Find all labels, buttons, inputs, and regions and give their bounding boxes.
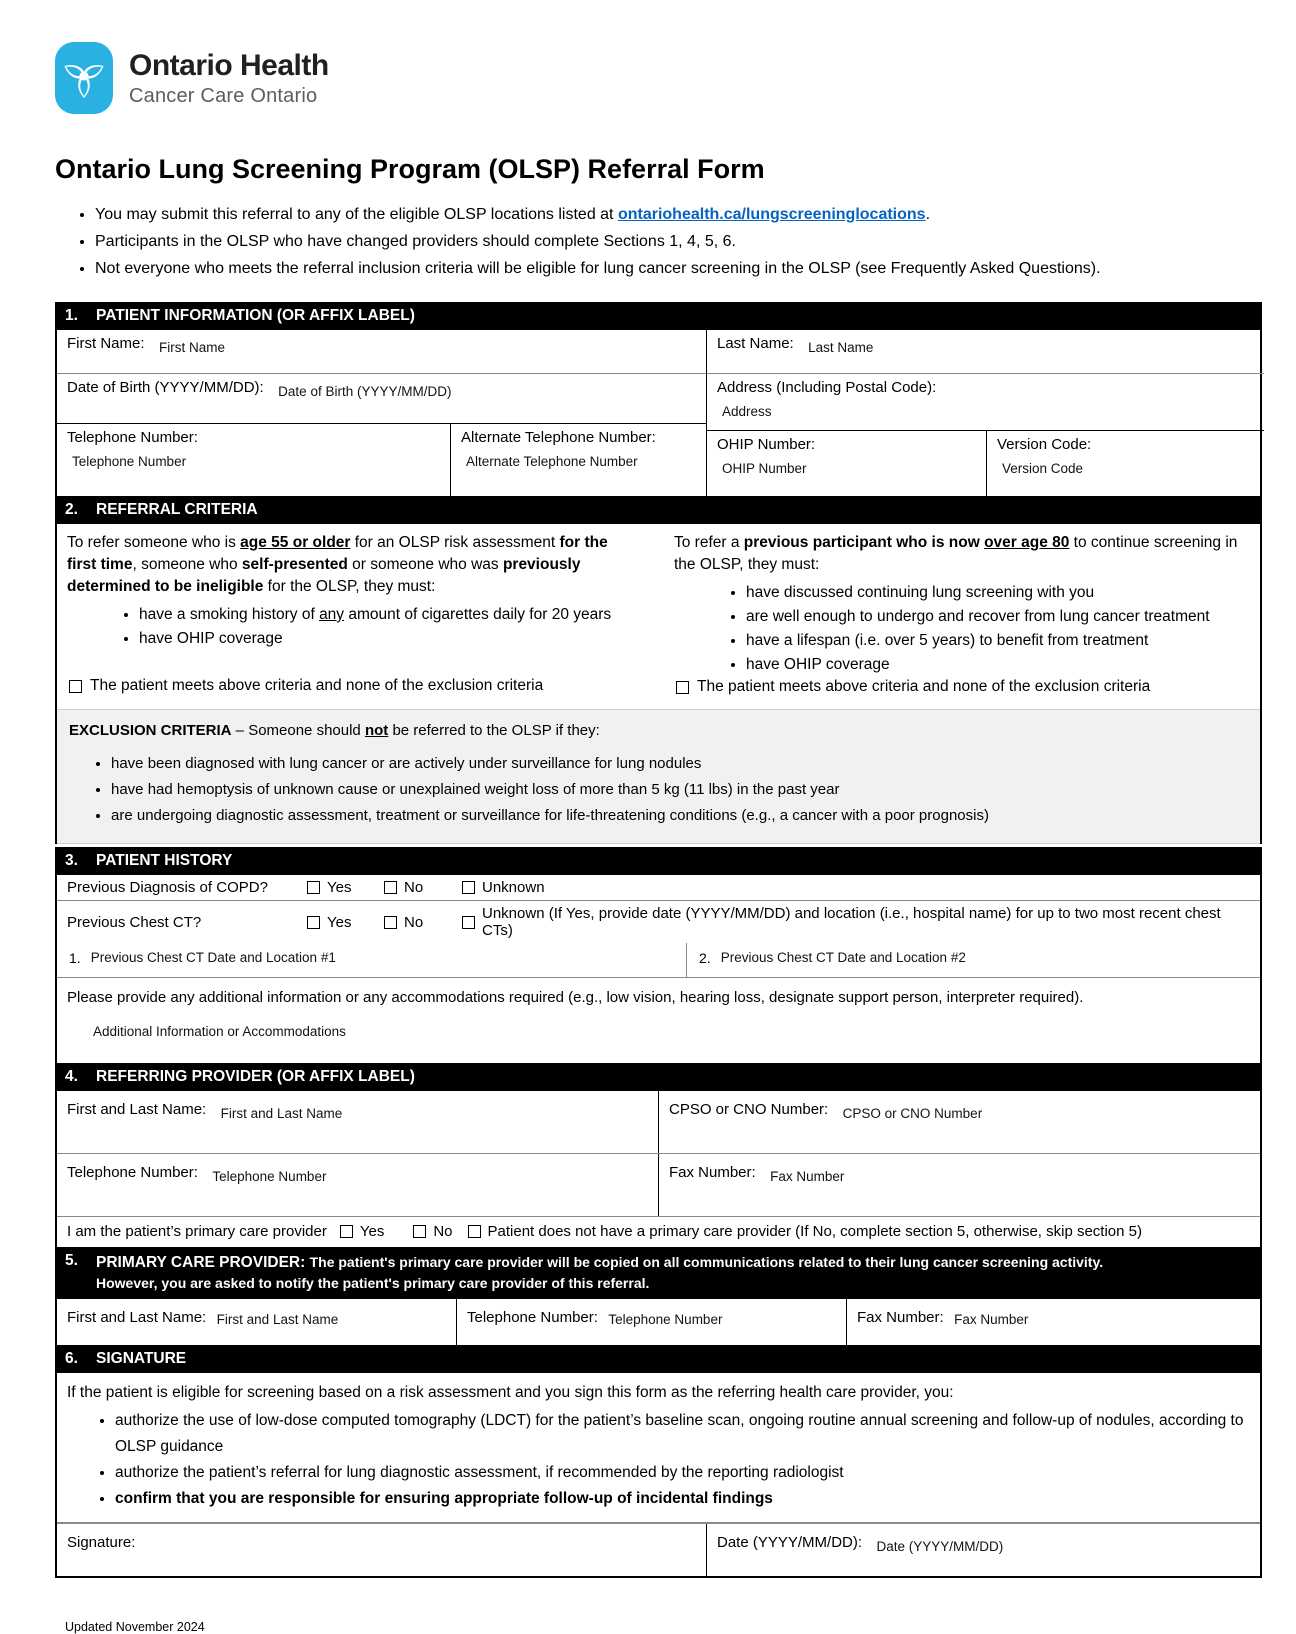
address-label: Address (Including Postal Code): — [717, 379, 937, 396]
section-2-body — [55, 524, 1262, 844]
copd-label: Previous Diagnosis of COPD? — [67, 879, 268, 896]
section-4-table — [55, 1091, 1262, 1247]
telephone-cell — [57, 424, 451, 496]
authorize-ldct: • authorize the use of low-dose computed tomography (LDCT) for the patient’s baseline scan, ongoing routine annual screening and follow-up of nodules, according to OLSP guidance — [115, 1408, 1250, 1460]
pcp-name-cell — [57, 1299, 457, 1345]
chest-ct-yes-checkbox[interactable] — [307, 916, 320, 929]
pcp-fax-label: Fax Number: — [857, 1309, 944, 1326]
copd-unknown-label: Unknown — [482, 879, 545, 896]
criteria-over80-list — [674, 581, 1244, 677]
criteria-over80-checkbox[interactable] — [676, 681, 689, 694]
signature-date-field[interactable]: Date (YYYY/MM/DD) — [876, 1539, 1004, 1554]
copd-unknown-checkbox[interactable] — [462, 881, 475, 894]
signature-date-label: Date (YYYY/MM/DD): — [717, 1534, 863, 1551]
exclusion-criteria-list — [69, 751, 1248, 829]
dob-label: Date of Birth (YYYY/MM/DD): — [67, 379, 264, 396]
chest-ct-yes-label: Yes — [327, 913, 352, 931]
confirm-incidental-findings: • confirm that you are responsible for ensuring appropriate follow-up of incidental findings — [115, 1486, 1250, 1512]
ohip-cell — [707, 431, 987, 496]
section-2-header — [55, 496, 1262, 524]
copd-no-label: No — [404, 879, 424, 896]
dob-field[interactable]: Date of Birth (YYYY/MM/DD) — [278, 384, 452, 399]
additional-info-cell — [57, 978, 1260, 1063]
exclusion-criteria-heading: EXCLUSION CRITERIA – Someone should not be referred to the OLSP if they: — [69, 722, 600, 739]
ohip-field[interactable]: OHIP Number — [722, 461, 807, 476]
copd-row — [57, 875, 1260, 901]
version-code-label: Version Code: — [997, 436, 1092, 453]
signature-label: Signature: — [67, 1534, 136, 1551]
referrer-fax-cell — [659, 1154, 1264, 1216]
pcp-statement: I am the patient’s primary care provider — [67, 1223, 327, 1240]
last-name-cell — [707, 330, 1264, 374]
signature-cell — [57, 1524, 707, 1576]
chest-ct-location-1-number: 1. — [69, 950, 81, 966]
dob-cell — [57, 374, 706, 424]
pcp-telephone-field[interactable]: Telephone Number — [608, 1312, 723, 1327]
intro-list — [55, 201, 1262, 282]
referrer-telephone-cell — [57, 1154, 659, 1216]
section-6-body — [55, 1373, 1262, 1578]
section-3-number: 3. — [65, 852, 78, 869]
alt-telephone-cell — [451, 424, 706, 496]
pcp-no-checkbox[interactable] — [413, 1225, 426, 1238]
intro-bullet-locations — [95, 201, 1262, 228]
primary-care-provider-question-row — [57, 1217, 1260, 1247]
section-1-number: 1. — [65, 307, 78, 324]
pcp-name-field[interactable]: First and Last Name — [216, 1312, 339, 1327]
version-code-cell — [987, 431, 1264, 496]
pcp-telephone-label: Telephone Number: — [467, 1309, 598, 1326]
pcp-yes-label: Yes — [359, 1223, 385, 1240]
exclusion-life-threatening: • are undergoing diagnostic assessment, treatment or surveillance for life-threatening conditions (e.g., a cancer with a poor prognosis) — [111, 803, 1248, 829]
criteria-age55-confirm-row — [69, 677, 627, 695]
additional-info-field[interactable]: Additional Information or Accommodations — [93, 1024, 346, 1039]
pcp-name-label: First and Last Name: — [67, 1309, 207, 1326]
authorize-diagnostic-referral: • authorize the patient’s referral for lung diagnostic assessment, if recommended by the reporting radiologist — [115, 1460, 1250, 1486]
address-cell — [707, 374, 1264, 431]
brand-subname: Cancer Care Ontario — [129, 84, 318, 107]
referrer-telephone-label: Telephone Number: — [67, 1164, 198, 1181]
section-5-title-line1: PRIMARY CARE PROVIDER: The patient's primary care provider will be copied on all communications related to their lung cancer screening activity. — [96, 1254, 1104, 1271]
section-1-title: PATIENT INFORMATION (OR AFFIX LABEL) — [96, 307, 415, 324]
first-name-field[interactable]: First Name — [158, 340, 225, 355]
chest-ct-location-1-field[interactable]: Previous Chest CT Date and Location #1 — [90, 950, 336, 965]
last-name-label: Last Name: — [717, 335, 794, 352]
intro-bullet-locations-text[interactable]: You may submit this referral to any of the eligible OLSP locations listed at ontariohealth.ca/lungscreeninglocations. — [95, 206, 931, 223]
cpso-field[interactable]: CPSO or CNO Number — [842, 1106, 983, 1121]
section-5-title — [96, 1252, 1103, 1294]
chest-ct-location-2-number: 2. — [699, 950, 711, 966]
pcp-telephone-cell — [457, 1299, 847, 1345]
criteria-age55-list — [67, 603, 627, 651]
ohip-label: OHIP Number: — [717, 436, 816, 453]
section-3-table — [55, 875, 1262, 1063]
section-6-number: 6. — [65, 1350, 78, 1367]
copd-yes-label: Yes — [327, 879, 352, 896]
criteria-age55-confirm-label: The patient meets above criteria and none of the exclusion criteria — [90, 677, 544, 694]
chest-ct-location-2-cell — [687, 943, 1264, 977]
brand-header — [55, 42, 1262, 114]
pcp-none-label: Patient does not have a primary care provider (If No, complete section 5, otherwise, skip section 5) — [487, 1223, 1142, 1240]
signature-date-cell — [707, 1524, 1264, 1576]
exclusion-criteria-panel — [57, 709, 1260, 844]
page-title: Ontario Lung Screening Program (OLSP) Referral Form — [55, 154, 765, 184]
address-field[interactable]: Address — [722, 404, 772, 419]
additional-info-question: Please provide any additional information or any accommodations required (e.g., low vision, hearing loss, designate support person, interpreter required). — [67, 989, 1084, 1006]
pcp-fax-cell — [847, 1299, 1264, 1345]
first-name-label: First Name: — [67, 335, 145, 352]
brand-name: Ontario Health — [129, 49, 329, 82]
section-5-header — [55, 1247, 1262, 1299]
section-5-number: 5. — [65, 1252, 78, 1269]
copd-yes-checkbox[interactable] — [307, 881, 320, 894]
chest-ct-no-checkbox[interactable] — [384, 916, 397, 929]
referrer-fax-field[interactable]: Fax Number — [770, 1169, 845, 1184]
section-4-header — [55, 1063, 1262, 1091]
intro-bullet-changed-providers: • Participants in the OLSP who have changed providers should complete Sections 1, 4, 5, 6. — [95, 228, 1262, 255]
section-6-header — [55, 1345, 1262, 1373]
intro-bullet-eligibility: • Not everyone who meets the referral inclusion criteria will be eligible for lung cancer screening in the OLSP (see Frequently Asked Questions). — [95, 255, 1262, 282]
criteria-over80-confirm-row — [676, 678, 1244, 696]
alt-telephone-label: Alternate Telephone Number: — [461, 429, 656, 446]
chest-ct-no-label: No — [404, 913, 424, 931]
copd-no-checkbox[interactable] — [384, 881, 397, 894]
chest-ct-unknown-checkbox[interactable] — [462, 916, 475, 929]
telephone-field[interactable]: Telephone Number — [72, 454, 187, 469]
section-5-title-line2: However, you are asked to notify the patient's primary care provider of this referral. — [96, 1275, 650, 1291]
referrer-name-label: First and Last Name: — [67, 1101, 207, 1118]
trillium-icon — [55, 42, 113, 114]
telephone-label: Telephone Number: — [67, 429, 198, 446]
referrer-fax-label: Fax Number: — [669, 1164, 756, 1181]
criteria-ohip-coverage-over80: • have OHIP coverage — [746, 653, 1244, 677]
referrer-telephone-field[interactable]: Telephone Number — [212, 1169, 327, 1184]
exclusion-hemoptysis: • have had hemoptysis of unknown cause or unexplained weight loss of more than 5 kg (11 lbs) in the past year — [111, 777, 1248, 803]
chest-ct-label: Previous Chest CT? — [67, 913, 202, 931]
first-name-cell — [57, 330, 706, 374]
criteria-over80-column — [674, 532, 1244, 707]
referrer-name-field[interactable]: First and Last Name — [220, 1106, 343, 1121]
criteria-age55-checkbox[interactable] — [69, 680, 82, 693]
section-6-title: SIGNATURE — [96, 1350, 187, 1367]
criteria-age55-column — [67, 532, 627, 707]
cpso-label: CPSO or CNO Number: — [669, 1101, 829, 1118]
chest-ct-location-2-field[interactable]: Previous Chest CT Date and Location #2 — [720, 950, 966, 965]
section-3-header — [55, 847, 1262, 875]
pcp-yes-checkbox[interactable] — [340, 1225, 353, 1238]
signature-intro: If the patient is eligible for screening based on a risk assessment and you sign this form as the referring health care provider, you: — [67, 1384, 954, 1401]
criteria-well-enough: • are well enough to undergo and recover from lung cancer treatment — [746, 605, 1244, 629]
chest-ct-location-1-cell — [57, 943, 687, 977]
exclusion-lung-cancer: • have been diagnosed with lung cancer or are actively under surveillance for lung nodules — [111, 751, 1248, 777]
criteria-age55-intro: To refer someone who is age 55 or older for an OLSP risk assessment for the first time, someone who self-presented or someone who was previously determined to be ineligible for the OLSP, they must: — [67, 534, 608, 595]
criteria-ohip-coverage: • have OHIP coverage — [139, 627, 627, 651]
criteria-discussed-screening: • have discussed continuing lung screening with you — [746, 581, 1244, 605]
section-4-number: 4. — [65, 1068, 78, 1085]
criteria-smoking-history: • have a smoking history of any amount of cigarettes daily for 20 years — [139, 603, 627, 627]
criteria-over80-confirm-label: The patient meets above criteria and none of the exclusion criteria — [697, 678, 1151, 695]
section-5-table — [55, 1299, 1262, 1345]
footer-updated: Updated November 2024 — [65, 1620, 205, 1634]
signature-authorization-list — [67, 1408, 1250, 1512]
criteria-over80-intro: To refer a previous participant who is now over age 80 to continue screening in the OLSP, they must: — [674, 534, 1238, 573]
pcp-no-label: No — [433, 1223, 453, 1240]
chest-ct-unknown-label: Unknown (If Yes, provide date (YYYY/MM/DD) and location (i.e., hospital name) for up to two most recent chest CTs) — [482, 905, 1221, 939]
section-4-title: REFERRING PROVIDER (OR AFFIX LABEL) — [96, 1068, 415, 1085]
pcp-none-checkbox[interactable] — [468, 1225, 481, 1238]
section-2-title: REFERRAL CRITERIA — [96, 501, 258, 518]
referrer-name-cell — [57, 1091, 659, 1153]
section-1-header — [55, 302, 1262, 330]
alt-telephone-field[interactable]: Alternate Telephone Number — [466, 454, 638, 469]
pcp-fax-field[interactable]: Fax Number — [954, 1312, 1029, 1327]
cpso-cell — [659, 1091, 1264, 1153]
last-name-field[interactable]: Last Name — [808, 340, 874, 355]
section-2-number: 2. — [65, 501, 78, 518]
section-3-title: PATIENT HISTORY — [96, 852, 233, 869]
version-code-field[interactable]: Version Code — [1002, 461, 1084, 476]
criteria-lifespan: • have a lifespan (i.e. over 5 years) to benefit from treatment — [746, 629, 1244, 653]
chest-ct-row — [57, 901, 1260, 943]
chest-ct-locations-row — [57, 943, 1260, 978]
section-1-table — [55, 330, 1262, 496]
